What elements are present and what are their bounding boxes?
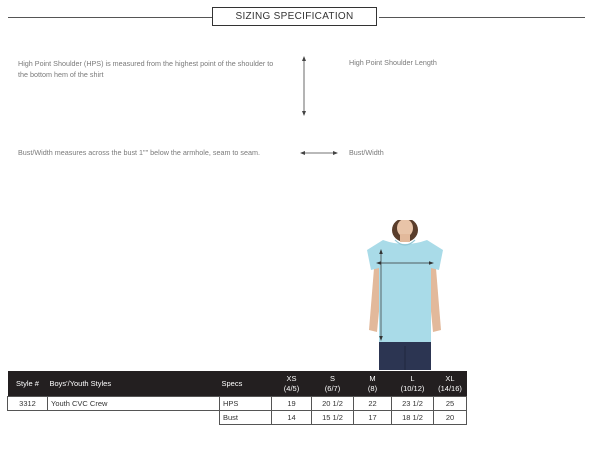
header-rule-right [379,17,585,18]
cell-value: 20 1/2 [312,397,354,411]
header-size-xl: XL (14/16) [434,371,467,397]
model-shirt-image [355,220,455,370]
horizontal-arrow-icon [300,148,338,158]
hps-description: High Point Shoulder (HPS) is measured from the highest point of the shoulder to the bottom hem of the shirt [18,59,274,79]
cell-style [8,411,48,425]
hps-label: High Point Shoulder Length [349,58,437,67]
cell-value: 18 1/2 [392,411,434,425]
header-size-l: L (10/12) [392,371,434,397]
cell-value: 20 [434,411,467,425]
header-style: Style # [8,371,48,397]
cell-style: 3312 [8,397,48,411]
header-size-s: S (6/7) [312,371,354,397]
header-rule-left [8,17,212,18]
cell-spec: Bust [220,411,272,425]
sizing-table [7,371,467,425]
table-row [8,397,467,411]
header-size-xs: XS (4/5) [272,371,312,397]
page-title: SIZING SPECIFICATION [212,7,377,26]
table-row [8,411,467,425]
cell-value: 22 [354,397,392,411]
cell-name [48,411,220,425]
header-specs: Specs [220,371,272,397]
bust-description: Bust/Width measures across the bust 1"" below the armhole, seam to seam. [18,148,260,157]
cell-value: 15 1/2 [312,411,354,425]
table-header-row [8,371,467,397]
cell-value: 25 [434,397,467,411]
cell-value: 19 [272,397,312,411]
bust-label: Bust/Width [349,148,384,157]
header-name: Boys'/Youth Styles [48,371,220,397]
header-size-m: M (8) [354,371,392,397]
cell-name: Youth CVC Crew [48,397,220,411]
cell-spec: HPS [220,397,272,411]
cell-value: 14 [272,411,312,425]
vertical-arrow-icon [299,56,309,116]
cell-value: 23 1/2 [392,397,434,411]
cell-value: 17 [354,411,392,425]
